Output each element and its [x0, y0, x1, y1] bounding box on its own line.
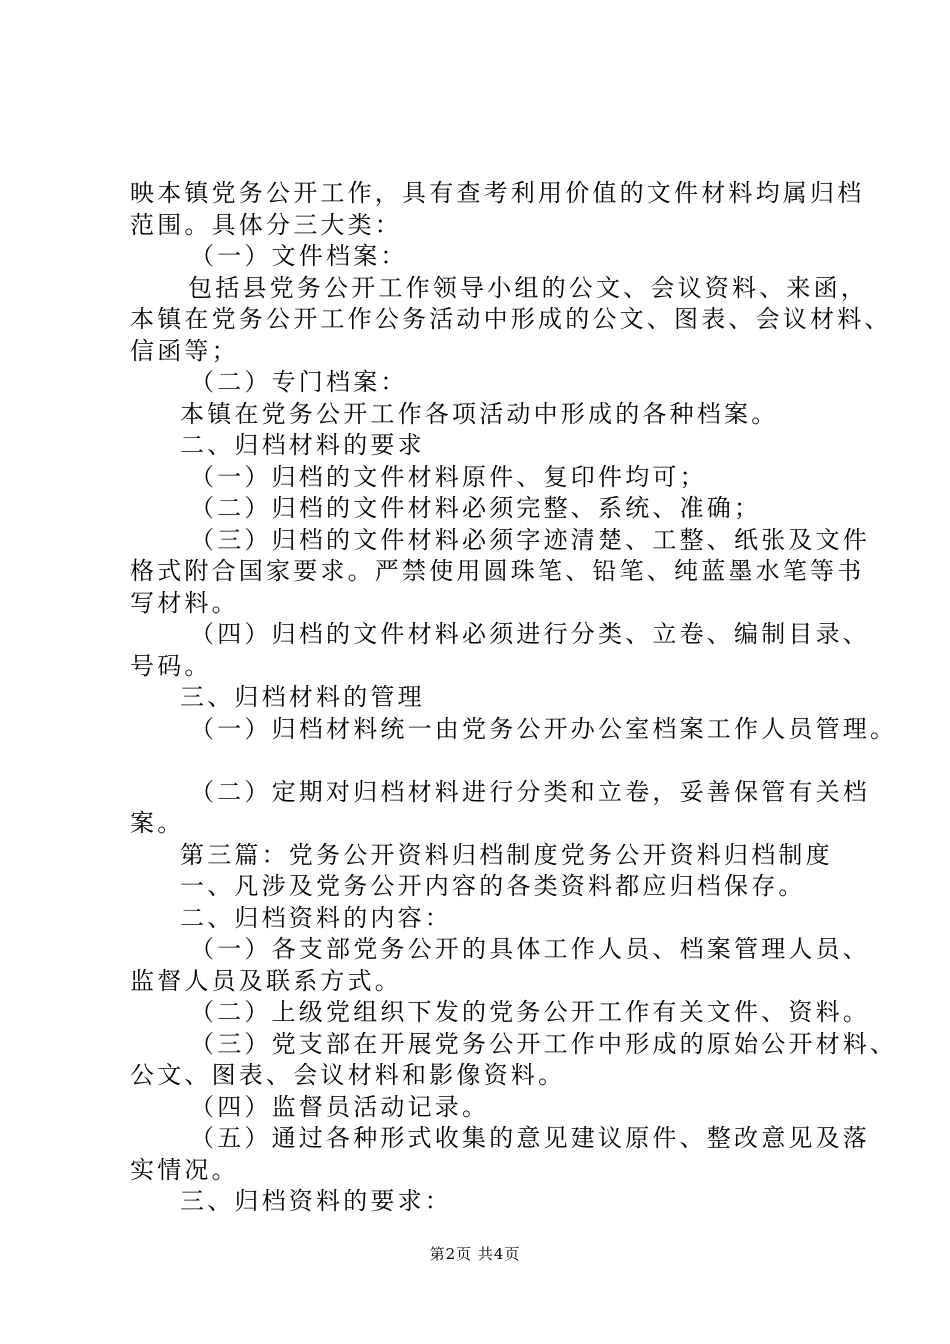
section-heading: 三、归档材料的管理 — [180, 683, 425, 711]
section-heading: （二）专门档案： — [190, 368, 408, 396]
text-line: 本镇在党务公开工作各项活动中形成的各种档案。 — [180, 399, 779, 428]
chapter-title: 第三篇：党务公开资料归档制度党务公开资料归档制度 — [180, 840, 833, 869]
text-line: 包括县党务公开工作领导小组的公文、会议资料、来函， — [188, 273, 868, 302]
list-item: （二）归档的文件材料必须完整、系统、准确； — [190, 494, 762, 522]
text-line: 公文、图表、会议材料和影像资料。 — [130, 1061, 566, 1089]
list-item: （一）归档的文件材料原件、复印件均可； — [190, 462, 707, 491]
text-line: 写材料。 — [130, 588, 239, 617]
section-heading: 二、归档材料的要求 — [180, 431, 425, 459]
section-heading: 一、凡涉及党务公开内容的各类资料都应归档保存。 — [180, 872, 806, 900]
text-line: 范围。具体分三大类： — [130, 210, 402, 239]
text-line: 本镇在党务公开工作公务活动中形成的公文、图表、会议材料、 — [130, 305, 892, 333]
list-item: （二）上级党组织下发的党务公开工作有关文件、资料。 — [190, 998, 870, 1026]
text-line: 格式附合国家要求。严禁使用圆珠笔、铅笔、纯蓝墨水笔等书 — [130, 557, 865, 585]
list-item: （五）通过各种形式收集的意见建议原件、整改意见及落 — [190, 1124, 870, 1152]
text-line: 号码。 — [130, 651, 212, 680]
list-item: （一）归档材料统一由党务公开办公室档案工作人员管理。 — [190, 714, 898, 743]
section-heading: 三、归档资料的要求： — [180, 1187, 452, 1215]
list-item: （一）各支部党务公开的具体工作人员、档案管理人员、 — [190, 935, 870, 963]
document-body — [130, 178, 898, 1218]
list-item: （三）党支部在开展党务公开工作中形成的原始公开材料、 — [190, 1029, 898, 1058]
section-heading: 二、归档资料的内容： — [180, 903, 452, 932]
text-line: 映本镇党务公开工作，具有查考利用价值的文件材料均属归档 — [130, 179, 865, 207]
section-heading: （一）文件档案： — [190, 242, 408, 270]
list-item: （四）监督员活动记录。 — [190, 1092, 490, 1121]
text-line: 信函等； — [130, 336, 239, 365]
list-item: （三）归档的文件材料必须字迹清楚、工整、纸张及文件 — [190, 525, 870, 554]
text-line: 监督人员及联系方式。 — [130, 966, 402, 995]
text-line: 实情况。 — [130, 1155, 239, 1184]
list-item: （二）定期对归档材料进行分类和立卷，妥善保管有关档 — [190, 777, 870, 806]
page-number-footer: 第2页 共4页 — [429, 1245, 521, 1263]
text-line: 案。 — [130, 809, 185, 837]
list-item: （四）归档的文件材料必须进行分类、立卷、编制目录、 — [190, 620, 870, 648]
blank-line — [130, 745, 840, 777]
